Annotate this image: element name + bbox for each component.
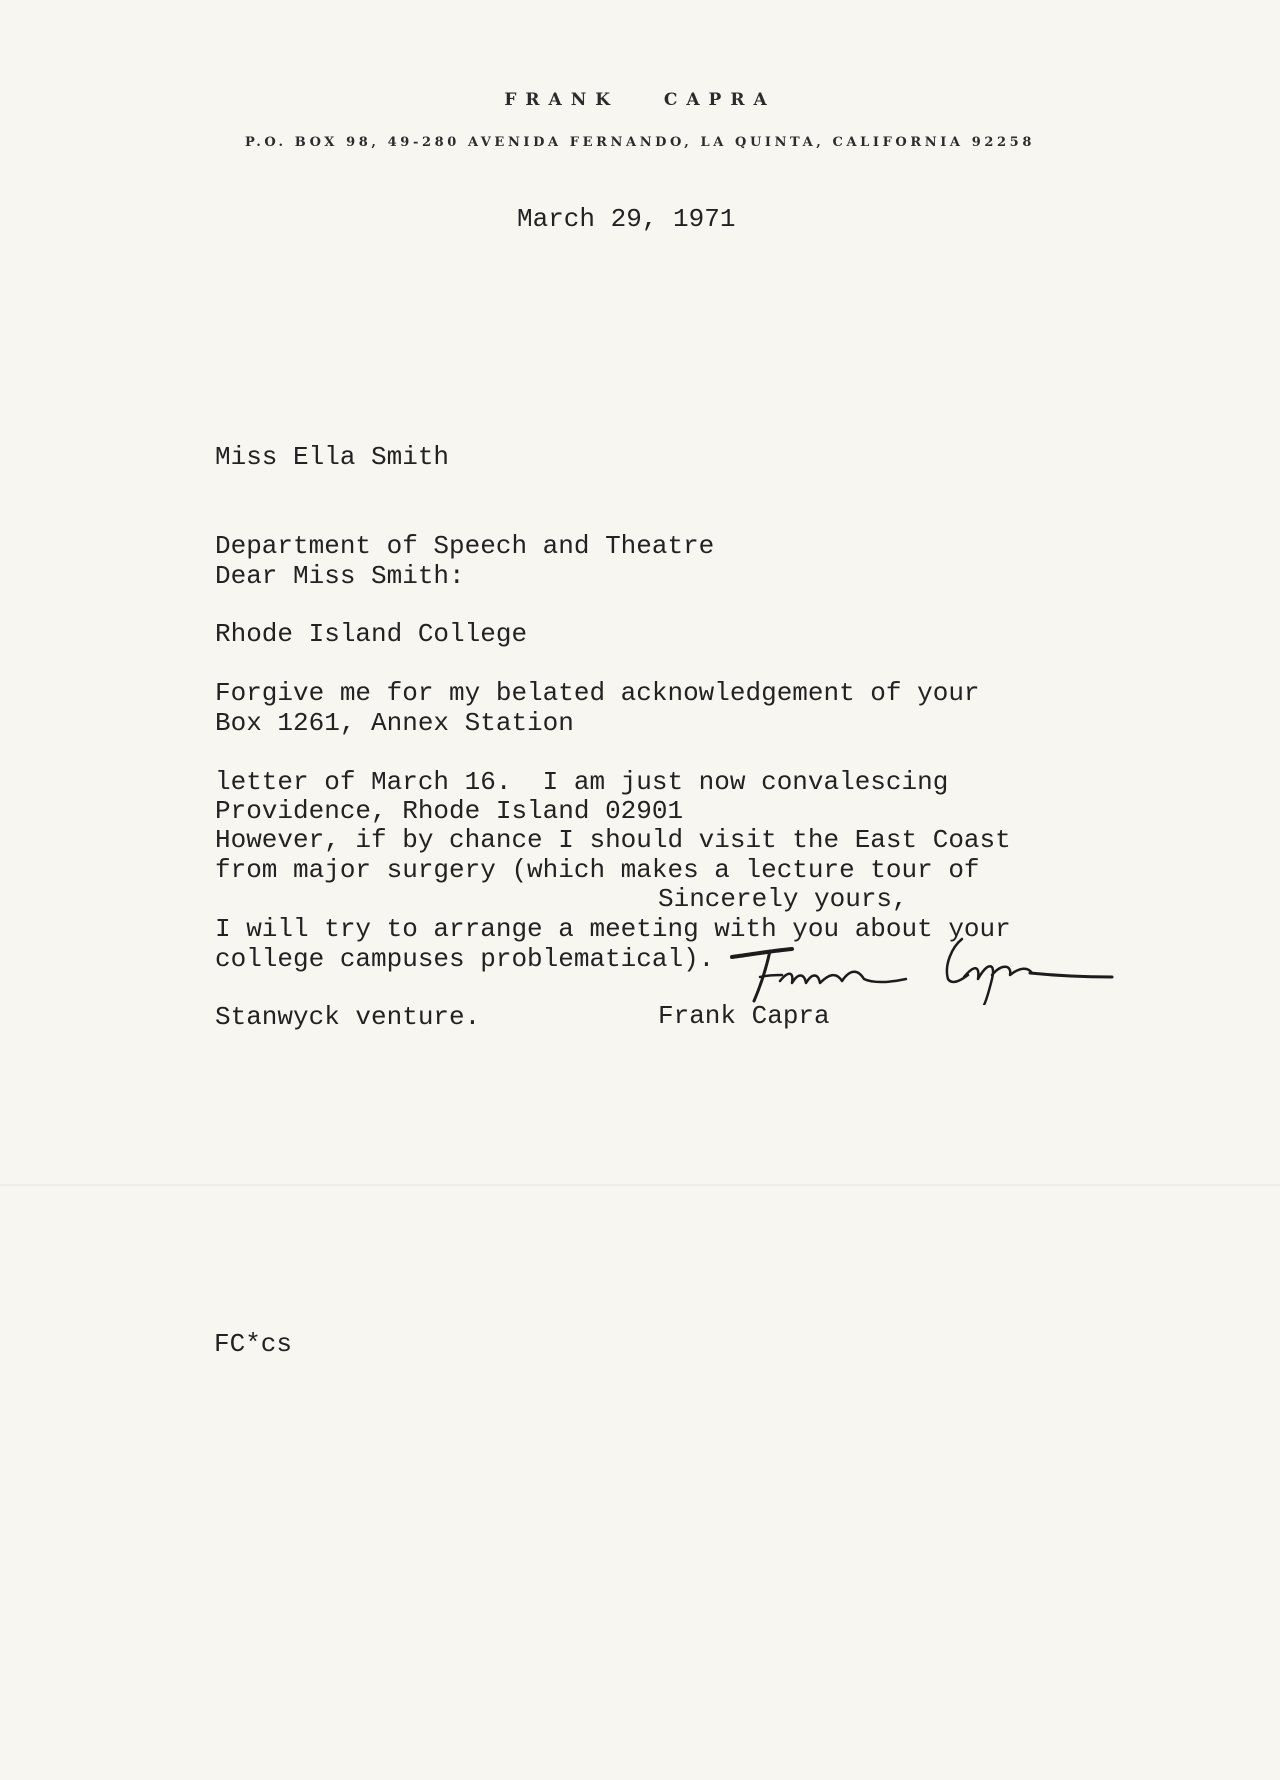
recipient-line: Providence, Rhode Island 02901 bbox=[215, 796, 684, 826]
recipient-line: Rhode Island College bbox=[215, 619, 528, 649]
signer-name: Frank Capra bbox=[658, 1001, 830, 1031]
body-line: letter of March 16. I am just now convalescing bbox=[215, 766, 949, 797]
body-line: Stanwyck venture. bbox=[215, 1002, 481, 1032]
body-line: However, if by chance I should visit the East Coast bbox=[215, 825, 1011, 855]
reference-initials: FC*cs bbox=[214, 1329, 293, 1359]
paper-fold-line bbox=[0, 1184, 1280, 1186]
handwritten-signature bbox=[730, 935, 1115, 1005]
closing: Sincerely yours, bbox=[658, 884, 908, 914]
letterhead-name: FRANK CAPRA bbox=[504, 90, 776, 110]
recipient-line: Box 1261, Annex Station bbox=[215, 707, 574, 738]
salutation: Dear Miss Smith: bbox=[215, 561, 465, 591]
body-paragraph-2 bbox=[215, 767, 1011, 1092]
body-line: I will try to arrange a meeting with you about your bbox=[215, 913, 1011, 944]
recipient-line: Department of Speech and Theatre bbox=[215, 530, 715, 561]
recipient-line: Miss Ella Smith bbox=[215, 442, 450, 472]
body-line: from major surgery (which makes a lecture tour of bbox=[215, 855, 980, 885]
body-line: college campuses problematical). bbox=[215, 943, 715, 974]
letterhead-address: P.O. BOX 98, 49-280 AVENIDA FERNANDO, LA QUINTA, CALIFORNIA 92258 bbox=[245, 135, 1035, 150]
letter-date: March 29, 1971 bbox=[517, 204, 736, 234]
body-line: Forgive me for my belated acknowledgement of your bbox=[215, 678, 980, 708]
